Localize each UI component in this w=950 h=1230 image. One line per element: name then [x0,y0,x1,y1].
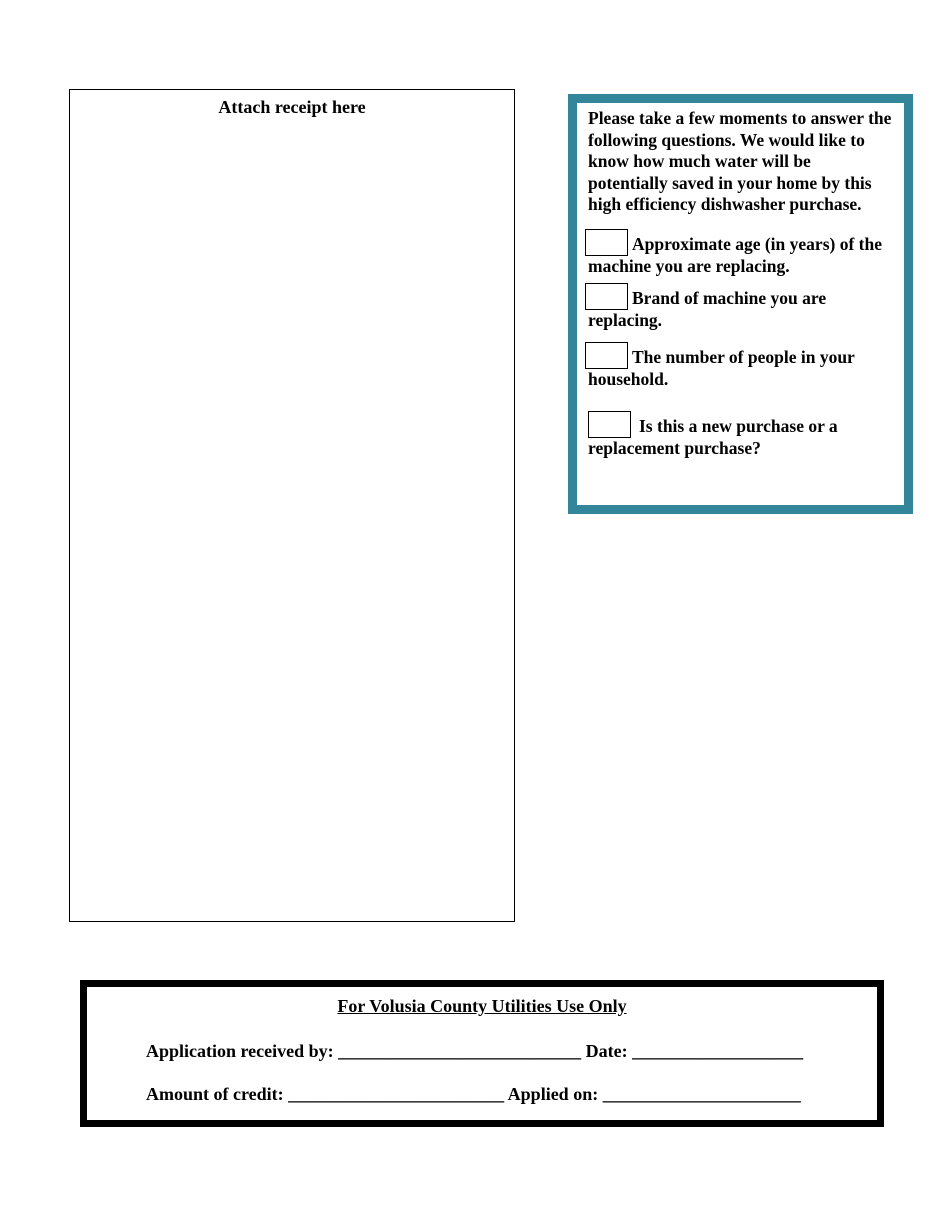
question-machine-age [588,229,894,278]
purchase-type-input[interactable] [588,411,631,438]
date-field[interactable]: Date: ___________________ [585,1041,804,1061]
household-size-input[interactable] [585,342,628,369]
question-purchase-type-label: Is this a new purchase or a replacement purchase? [588,416,838,458]
receipt-title: Attach receipt here [218,97,366,117]
office-use-box [80,980,884,1127]
question-household-size [588,342,894,391]
machine-brand-input[interactable] [585,283,628,310]
survey-intro: Please take a few moments to answer the following questions. We would like to know how much water will be potentially saved in your home by this high efficiency dishwasher purchase. [588,108,892,214]
amount-of-credit-field[interactable]: Amount of credit: ________________________ [146,1084,505,1104]
question-purchase-type [588,411,894,460]
office-use-title: For Volusia County Utilities Use Only [337,996,627,1016]
question-machine-brand [588,283,894,332]
received-by-field[interactable]: Application received by: ___________________________ [146,1041,582,1061]
question-machine-age-label: Approximate age (in years) of the machine you are replacing. [588,233,882,276]
applied-on-field[interactable]: Applied on: ______________________ [507,1084,801,1104]
question-machine-brand-label: Brand of machine you are replacing. [588,288,827,330]
machine-age-input[interactable] [585,229,628,256]
receipt-attachment-box [69,89,515,922]
office-line-credit [146,1083,801,1105]
survey-questions-box [568,94,913,514]
office-line-received [146,1040,803,1062]
question-household-size-label: The number of people in your household. [588,346,855,389]
